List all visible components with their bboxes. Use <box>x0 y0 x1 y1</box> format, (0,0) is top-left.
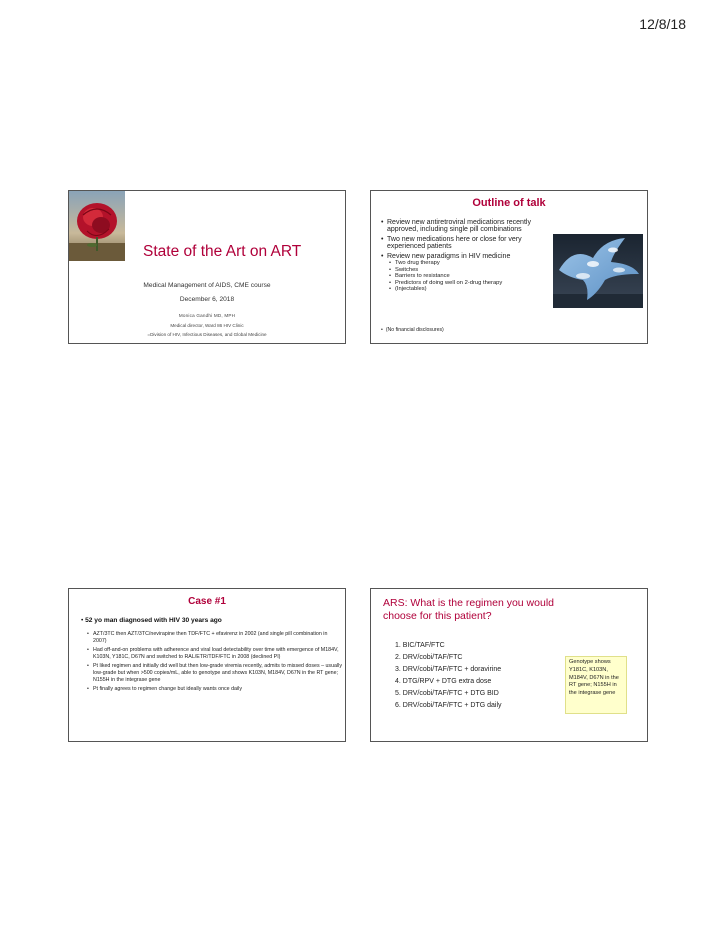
talk-date: December 6, 2018 <box>179 296 235 303</box>
case-detail: • Pt liked regimen and initially did well but then low-grade viremia recently, admits to missed doses – usually low-grade but when >500 copies/mL, able to genotype and shows K103N, M184V, D67N in the RT gene; N155H in the integrase gene <box>87 663 342 683</box>
case-heading: Case #1 <box>188 596 226 607</box>
slide-title <box>68 190 346 344</box>
ars-option: 2. DRV/cobi/TAF/FTC <box>395 654 463 662</box>
slide-title-heading: State of the Art on ART <box>143 243 302 260</box>
presenter-division: =Division of HIV, Infectious Diseases, and Global Medicine <box>147 332 267 337</box>
case-summary: • 52 yo man diagnosed with HIV 30 years ago <box>81 617 222 624</box>
slide-ars-question <box>370 588 648 742</box>
ars-option: 3. DRV/cobi/TAF/FTC + doravirine <box>395 666 502 674</box>
course-name: Medical Management of AIDS, CME course <box>143 282 271 289</box>
presenter-name: Monica Gandhi MD, MPH <box>178 313 236 318</box>
outline-item: • Two new medications here or close for very experienced patients <box>381 236 551 251</box>
ars-question-heading: ARS: What is the regimen you would choose for this patient? <box>383 597 554 622</box>
case-detail: • Pt finally agrees to regimen change but ideally wants once daily <box>87 686 342 693</box>
slide-case-1 <box>68 588 346 742</box>
outline-heading: Outline of talk <box>472 197 546 209</box>
case-detail: • Had off-and-on problems with adherence and viral load detectability over time with emergence of M184V, K103N, Y181C, D67N and switched to RAL/ETR/TDF/FTC in 2008 (declined PI) <box>87 647 342 660</box>
ars-options-list <box>395 642 502 715</box>
outline-subitem: • (Injectables) <box>381 286 551 293</box>
ars-option: 4. DTG/RPV + DTG extra dose <box>395 678 492 686</box>
bird-sky-image <box>553 234 643 308</box>
outline-subitem: • Barriers to resistance <box>381 273 551 280</box>
outline-subitem: • Two drug therapy <box>381 260 551 267</box>
slide-outline <box>370 190 648 344</box>
outline-item: • Review new antiretroviral medications recently approved, including single pill combinations <box>381 219 551 234</box>
case-details-list <box>87 631 342 696</box>
ars-option: 1. BIC/TAF/FTC <box>395 642 445 649</box>
outline-subitem: • Predictors of doing well on 2-drug therapy <box>381 280 551 287</box>
genotype-callout: Genotype shows Y181C, K103N, M184V, D67N in the RT gene; N155H in the integrase gene <box>565 656 627 714</box>
outline-item: • Review new paradigms in HIV medicine <box>381 253 551 260</box>
disclosure-note: • (No financial disclosures) <box>381 327 444 333</box>
ars-option: 5. DRV/cobi/TAF/FTC + DTG BID <box>395 690 499 698</box>
presenter-role: Medical director, Ward 86 HIV Clinic <box>170 323 244 328</box>
ars-option: 6. DRV/cobi/TAF/FTC + DTG daily <box>395 702 502 710</box>
outline-subitem: • Switches <box>381 267 551 274</box>
page-date: 12/8/18 <box>639 16 686 32</box>
outline-list <box>381 219 551 293</box>
rose-painting-image <box>69 191 125 261</box>
case-detail: • AZT/3TC then AZT/3TC/nevirapine then TDF/FTC + efavirenz in 2002 (and single pill combination in 2007) <box>87 631 342 644</box>
